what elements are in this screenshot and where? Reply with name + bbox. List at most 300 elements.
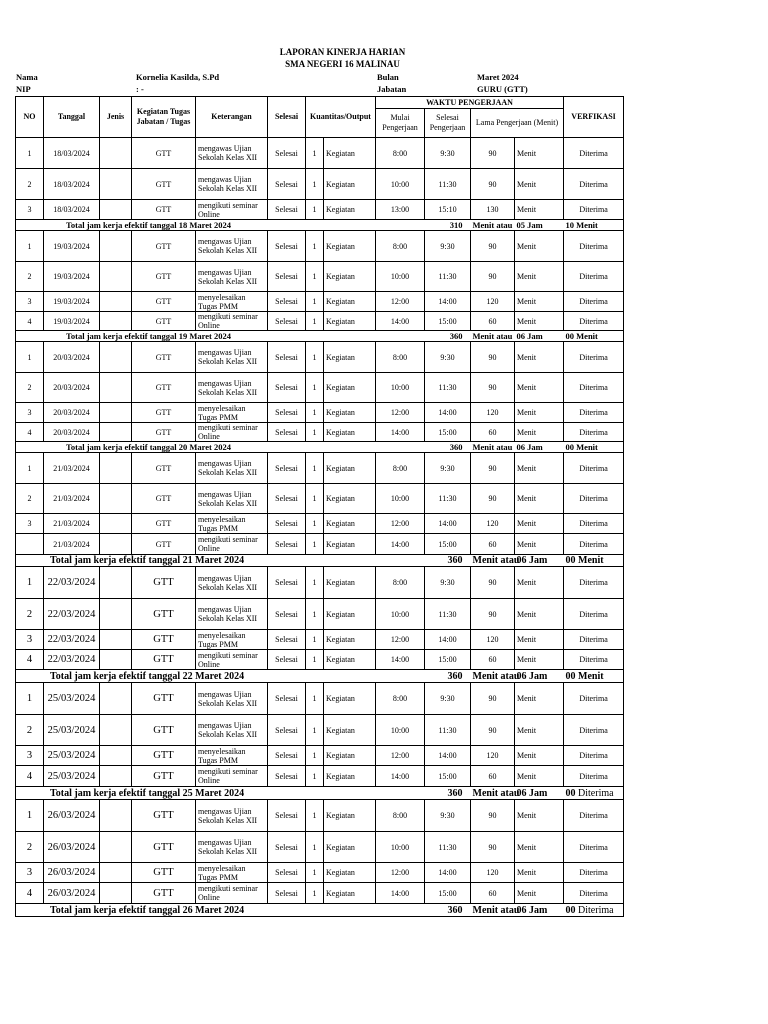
row-lama: 60 [471, 534, 515, 555]
row-tanggal: 19/03/2024 [44, 312, 100, 331]
row-akhir: 11:30 [425, 715, 471, 746]
row-selesai: Selesai [268, 766, 306, 787]
row-keterangan: mengawas Ujian Sekolah Kelas XII [196, 484, 268, 514]
row-jenis [100, 373, 132, 403]
row-tanggal: 22/03/2024 [44, 599, 100, 630]
jabatan-label: Jabatan [377, 84, 407, 94]
row-mulai: 10:00 [376, 484, 425, 514]
row-selesai: Selesai [268, 312, 306, 331]
row-mulai: 8:00 [376, 683, 425, 715]
row-no: 4 [16, 766, 44, 787]
row-kegiatan: GTT [132, 746, 196, 766]
row-mulai: 12:00 [376, 630, 425, 650]
row-selesai: Selesai [268, 453, 306, 484]
row-satuan: Menit [515, 766, 564, 787]
row-keterangan: mengawas Ujian Sekolah Kelas XII [196, 169, 268, 200]
row-jenis [100, 231, 132, 262]
row-satuan: Menit [515, 423, 564, 442]
row-qty: 1 [306, 746, 324, 766]
total-row [16, 787, 624, 800]
row-selesai: Selesai [268, 514, 306, 534]
row-mulai: 8:00 [376, 567, 425, 599]
row-selesai: Selesai [268, 138, 306, 169]
row-unit: Kegiatan [324, 138, 376, 169]
total-label: Total jam kerja efektif tanggal 20 Maret 2024 [16, 442, 376, 453]
row-verifikasi: Diterima [564, 863, 624, 883]
col-kuantitas: Kuantitas/Output [306, 97, 376, 138]
row-tanggal: 26/03/2024 [44, 863, 100, 883]
total-jam: 06 Jam [515, 331, 564, 342]
row-verifikasi: Diterima [564, 683, 624, 715]
row-unit: Kegiatan [324, 453, 376, 484]
row-tanggal: 26/03/2024 [44, 832, 100, 863]
row-selesai: Selesai [268, 650, 306, 670]
row-mulai: 12:00 [376, 746, 425, 766]
row-qty: 1 [306, 534, 324, 555]
row-kegiatan: GTT [132, 342, 196, 373]
row-akhir: 11:30 [425, 373, 471, 403]
row-akhir: 11:30 [425, 262, 471, 292]
row-lama: 120 [471, 746, 515, 766]
row-tanggal: 20/03/2024 [44, 342, 100, 373]
row-akhir: 15:00 [425, 766, 471, 787]
row-akhir: 14:00 [425, 746, 471, 766]
row-mulai: 14:00 [376, 650, 425, 670]
row-tanggal: 21/03/2024 [44, 534, 100, 555]
school-name: SMA NEGERI 16 MALINAU [285, 59, 400, 69]
row-jenis [100, 312, 132, 331]
col-selesai-pengerjaan: Selesai Pengerjaan [425, 109, 471, 138]
row-akhir: 9:30 [425, 567, 471, 599]
row-selesai: Selesai [268, 342, 306, 373]
row-unit: Kegiatan [324, 683, 376, 715]
total-minutes: 310 [376, 220, 471, 231]
total-menit [564, 331, 624, 342]
row-selesai: Selesai [268, 373, 306, 403]
total-jam: 06 Jam [515, 555, 564, 567]
row-selesai: Selesai [268, 832, 306, 863]
row-verifikasi: Diterima [564, 231, 624, 262]
row-mulai: 10:00 [376, 262, 425, 292]
row-lama: 90 [471, 567, 515, 599]
row-kegiatan: GTT [132, 231, 196, 262]
table-row [16, 373, 624, 403]
row-akhir: 11:30 [425, 832, 471, 863]
row-keterangan: mengikuti seminar Online [196, 766, 268, 787]
total-atau: Menit atau [471, 442, 515, 453]
row-tanggal: 18/03/2024 [44, 169, 100, 200]
row-selesai: Selesai [268, 715, 306, 746]
row-verifikasi: Diterima [564, 599, 624, 630]
row-jenis [100, 342, 132, 373]
row-akhir: 15:00 [425, 423, 471, 442]
col-kegiatan: Kegiatan Tugas Jabatan / Tugas [132, 97, 196, 138]
table-row [16, 746, 624, 766]
row-keterangan: mengikuti seminar Online [196, 312, 268, 331]
row-jenis [100, 138, 132, 169]
row-satuan: Menit [515, 453, 564, 484]
row-kegiatan: GTT [132, 373, 196, 403]
row-akhir: 14:00 [425, 863, 471, 883]
row-qty: 1 [306, 800, 324, 832]
row-no: 2 [16, 169, 44, 200]
row-jenis [100, 169, 132, 200]
row-no: 3 [16, 200, 44, 220]
row-keterangan: mengikuti seminar Online [196, 883, 268, 904]
row-tanggal: 21/03/2024 [44, 484, 100, 514]
row-verifikasi: Diterima [564, 423, 624, 442]
table-row [16, 567, 624, 599]
row-kegiatan: GTT [132, 514, 196, 534]
row-mulai: 12:00 [376, 863, 425, 883]
col-lama: Lama Pengerjaan (Menit) [471, 109, 564, 138]
total-jam: 05 Jam [515, 220, 564, 231]
row-satuan: Menit [515, 138, 564, 169]
row-verifikasi: Diterima [564, 312, 624, 331]
row-no: 1 [16, 683, 44, 715]
total-menit [564, 904, 624, 917]
total-menit [564, 220, 624, 231]
row-qty: 1 [306, 484, 324, 514]
row-no: 4 [16, 423, 44, 442]
table-row [16, 715, 624, 746]
total-minutes: 360 [376, 670, 471, 683]
row-selesai: Selesai [268, 423, 306, 442]
row-unit: Kegiatan [324, 883, 376, 904]
row-akhir: 14:00 [425, 630, 471, 650]
row-lama: 60 [471, 883, 515, 904]
row-unit: Kegiatan [324, 800, 376, 832]
row-kegiatan: GTT [132, 534, 196, 555]
row-keterangan: mengawas Ujian Sekolah Kelas XII [196, 683, 268, 715]
row-jenis [100, 567, 132, 599]
total-menit-label: Menit [576, 331, 598, 341]
row-kegiatan: GTT [132, 292, 196, 312]
row-verifikasi: Diterima [564, 630, 624, 650]
row-satuan: Menit [515, 231, 564, 262]
row-lama: 60 [471, 766, 515, 787]
row-unit: Kegiatan [324, 514, 376, 534]
row-selesai: Selesai [268, 403, 306, 423]
total-jam: 06 Jam [515, 670, 564, 683]
row-selesai: Selesai [268, 292, 306, 312]
row-selesai: Selesai [268, 262, 306, 292]
row-jenis [100, 262, 132, 292]
row-jenis [100, 534, 132, 555]
row-unit: Kegiatan [324, 534, 376, 555]
row-kegiatan: GTT [132, 683, 196, 715]
row-akhir: 9:30 [425, 800, 471, 832]
row-lama: 60 [471, 650, 515, 670]
row-verifikasi: Diterima [564, 342, 624, 373]
table-row [16, 423, 624, 442]
row-akhir: 11:30 [425, 599, 471, 630]
total-menit-number: 10 [565, 220, 575, 230]
row-qty: 1 [306, 883, 324, 904]
row-kegiatan: GTT [132, 715, 196, 746]
total-menit-number: 00 [565, 787, 576, 799]
row-qty: 1 [306, 514, 324, 534]
total-row [16, 670, 624, 683]
total-label: Total jam kerja efektif tanggal 21 Maret 2024 [16, 555, 376, 567]
row-verifikasi: Diterima [564, 766, 624, 787]
row-satuan: Menit [515, 534, 564, 555]
row-keterangan: mengawas Ujian Sekolah Kelas XII [196, 138, 268, 169]
row-unit: Kegiatan [324, 403, 376, 423]
row-satuan: Menit [515, 567, 564, 599]
row-unit: Kegiatan [324, 484, 376, 514]
row-keterangan: mengikuti seminar Online [196, 534, 268, 555]
row-qty: 1 [306, 262, 324, 292]
total-minutes: 360 [376, 442, 471, 453]
row-keterangan: mengawas Ujian Sekolah Kelas XII [196, 832, 268, 863]
total-atau: Menit atau [472, 555, 520, 566]
total-menit-label: Menit [578, 555, 604, 566]
col-no: NO [16, 97, 44, 138]
total-atau: Menit atau [472, 787, 520, 799]
total-jam: 06 Jam [515, 442, 564, 453]
row-tanggal: 19/03/2024 [44, 262, 100, 292]
row-lama: 130 [471, 200, 515, 220]
row-no: 3 [16, 630, 44, 650]
row-unit: Kegiatan [324, 746, 376, 766]
row-jenis [100, 630, 132, 650]
row-keterangan: mengawas Ujian Sekolah Kelas XII [196, 231, 268, 262]
row-selesai: Selesai [268, 800, 306, 832]
table-row [16, 832, 624, 863]
row-jenis [100, 832, 132, 863]
total-menit-label: Menit [578, 670, 604, 682]
row-satuan: Menit [515, 800, 564, 832]
row-tanggal: 21/03/2024 [44, 453, 100, 484]
row-keterangan: mengawas Ujian Sekolah Kelas XII [196, 800, 268, 832]
row-verifikasi: Diterima [564, 832, 624, 863]
row-mulai: 14:00 [376, 423, 425, 442]
table-row [16, 800, 624, 832]
row-unit: Kegiatan [324, 200, 376, 220]
row-keterangan: menyelesaikan Tugas PMM [196, 403, 268, 423]
row-lama: 120 [471, 863, 515, 883]
row-lama: 60 [471, 312, 515, 331]
row-akhir: 9:30 [425, 342, 471, 373]
row-selesai: Selesai [268, 200, 306, 220]
row-jenis [100, 800, 132, 832]
row-no: 4 [16, 883, 44, 904]
row-unit: Kegiatan [324, 423, 376, 442]
row-keterangan: mengawas Ujian Sekolah Kelas XII [196, 453, 268, 484]
total-atau: Menit atau [471, 331, 515, 342]
row-jenis [100, 766, 132, 787]
row-unit: Kegiatan [324, 832, 376, 863]
table-row [16, 863, 624, 883]
row-satuan: Menit [515, 514, 564, 534]
row-qty: 1 [306, 683, 324, 715]
row-kegiatan: GTT [132, 312, 196, 331]
row-qty: 1 [306, 231, 324, 262]
row-kegiatan: GTT [132, 262, 196, 292]
row-akhir: 15:10 [425, 200, 471, 220]
row-verifikasi: Diterima [564, 292, 624, 312]
row-verifikasi: Diterima [564, 883, 624, 904]
row-tanggal: 18/03/2024 [44, 200, 100, 220]
row-mulai: 8:00 [376, 342, 425, 373]
row-qty: 1 [306, 453, 324, 484]
row-jenis [100, 746, 132, 766]
row-kegiatan: GTT [132, 169, 196, 200]
total-jam: 06 Jam [515, 904, 564, 917]
row-jenis [100, 715, 132, 746]
row-qty: 1 [306, 373, 324, 403]
table-row [16, 403, 624, 423]
row-satuan: Menit [515, 883, 564, 904]
row-verifikasi: Diterima [564, 800, 624, 832]
row-selesai: Selesai [268, 599, 306, 630]
row-akhir: 11:30 [425, 484, 471, 514]
row-satuan: Menit [515, 342, 564, 373]
row-qty: 1 [306, 200, 324, 220]
row-satuan: Menit [515, 484, 564, 514]
row-verifikasi: Diterima [564, 169, 624, 200]
row-satuan: Menit [515, 292, 564, 312]
total-menit [564, 670, 624, 683]
total-minutes: 360 [376, 331, 471, 342]
table-row [16, 650, 624, 670]
row-mulai: 12:00 [376, 403, 425, 423]
row-unit: Kegiatan [324, 567, 376, 599]
total-atau: Menit atau [471, 220, 515, 231]
row-kegiatan: GTT [132, 423, 196, 442]
row-qty: 1 [306, 403, 324, 423]
total-row [16, 904, 624, 917]
row-no: 1 [16, 453, 44, 484]
table-row [16, 169, 624, 200]
row-verifikasi: Diterima [564, 373, 624, 403]
row-keterangan: mengawas Ujian Sekolah Kelas XII [196, 262, 268, 292]
row-selesai: Selesai [268, 484, 306, 514]
row-tanggal: 20/03/2024 [44, 403, 100, 423]
row-tanggal: 22/03/2024 [44, 650, 100, 670]
total-label: Total jam kerja efektif tanggal 19 Maret 2024 [16, 331, 376, 342]
row-selesai: Selesai [268, 231, 306, 262]
nama-value: Kornelia Kasilda, S.Pd [136, 72, 220, 82]
row-jenis [100, 883, 132, 904]
total-atau: Menit atau [472, 670, 520, 682]
row-mulai: 10:00 [376, 832, 425, 863]
row-tanggal: 26/03/2024 [44, 883, 100, 904]
row-mulai: 8:00 [376, 800, 425, 832]
table-row [16, 766, 624, 787]
row-akhir: 9:30 [425, 453, 471, 484]
total-row [16, 555, 624, 567]
row-kegiatan: GTT [132, 630, 196, 650]
row-akhir: 11:30 [425, 169, 471, 200]
row-selesai: Selesai [268, 630, 306, 650]
row-unit: Kegiatan [324, 231, 376, 262]
row-verifikasi: Diterima [564, 484, 624, 514]
row-jenis [100, 683, 132, 715]
row-selesai: Selesai [268, 567, 306, 599]
row-kegiatan: GTT [132, 650, 196, 670]
row-lama: 120 [471, 403, 515, 423]
row-unit: Kegiatan [324, 863, 376, 883]
row-verifikasi: Diterima [564, 138, 624, 169]
total-label: Total jam kerja efektif tanggal 18 Maret 2024 [16, 220, 376, 231]
row-kegiatan: GTT [132, 200, 196, 220]
row-unit: Kegiatan [324, 766, 376, 787]
row-mulai: 14:00 [376, 312, 425, 331]
row-kegiatan: GTT [132, 766, 196, 787]
col-selesai: Selesai [268, 97, 306, 138]
table-row [16, 312, 624, 331]
row-satuan: Menit [515, 200, 564, 220]
row-qty: 1 [306, 342, 324, 373]
row-kegiatan: GTT [132, 863, 196, 883]
row-no: 1 [16, 138, 44, 169]
row-lama: 90 [471, 138, 515, 169]
row-tanggal: 18/03/2024 [44, 138, 100, 169]
total-menit [564, 555, 624, 567]
row-kegiatan: GTT [132, 138, 196, 169]
row-lama: 120 [471, 630, 515, 650]
row-no: 2 [16, 832, 44, 863]
row-tanggal: 25/03/2024 [44, 683, 100, 715]
row-jenis [100, 292, 132, 312]
row-no [16, 534, 44, 555]
row-unit: Kegiatan [324, 715, 376, 746]
row-no: 3 [16, 403, 44, 423]
row-no: 2 [16, 715, 44, 746]
total-menit-label: Diterima [578, 904, 614, 916]
total-label: Total jam kerja efektif tanggal 25 Maret 2024 [16, 787, 376, 800]
row-selesai: Selesai [268, 534, 306, 555]
nip-value: : - [136, 84, 144, 94]
table-row [16, 534, 624, 555]
col-waktu-pengerjaan: WAKTU PENGERJAAN [376, 97, 564, 109]
row-no: 2 [16, 373, 44, 403]
row-selesai: Selesai [268, 883, 306, 904]
total-menit-number: 00 [565, 442, 575, 452]
row-lama: 90 [471, 453, 515, 484]
row-satuan: Menit [515, 373, 564, 403]
row-qty: 1 [306, 292, 324, 312]
row-satuan: Menit [515, 746, 564, 766]
row-lama: 120 [471, 514, 515, 534]
col-keterangan: Keterangan [196, 97, 268, 138]
row-lama: 90 [471, 599, 515, 630]
total-menit-number: 00 [565, 904, 576, 916]
row-no: 1 [16, 800, 44, 832]
report-title: LAPORAN KINERJA HARIAN [279, 47, 406, 57]
col-jenis: Jenis [100, 97, 132, 138]
row-verifikasi: Diterima [564, 262, 624, 292]
row-kegiatan: GTT [132, 800, 196, 832]
row-jenis [100, 423, 132, 442]
table-row [16, 200, 624, 220]
row-keterangan: menyelesaikan Tugas PMM [196, 514, 268, 534]
table-row [16, 630, 624, 650]
total-atau: Menit atau [472, 904, 520, 916]
table-row [16, 599, 624, 630]
row-verifikasi: Diterima [564, 453, 624, 484]
row-qty: 1 [306, 630, 324, 650]
row-satuan: Menit [515, 832, 564, 863]
row-unit: Kegiatan [324, 650, 376, 670]
row-no: 2 [16, 599, 44, 630]
row-no: 3 [16, 863, 44, 883]
row-mulai: 8:00 [376, 138, 425, 169]
total-jam: 06 Jam [515, 787, 564, 800]
row-tanggal: 22/03/2024 [44, 630, 100, 650]
